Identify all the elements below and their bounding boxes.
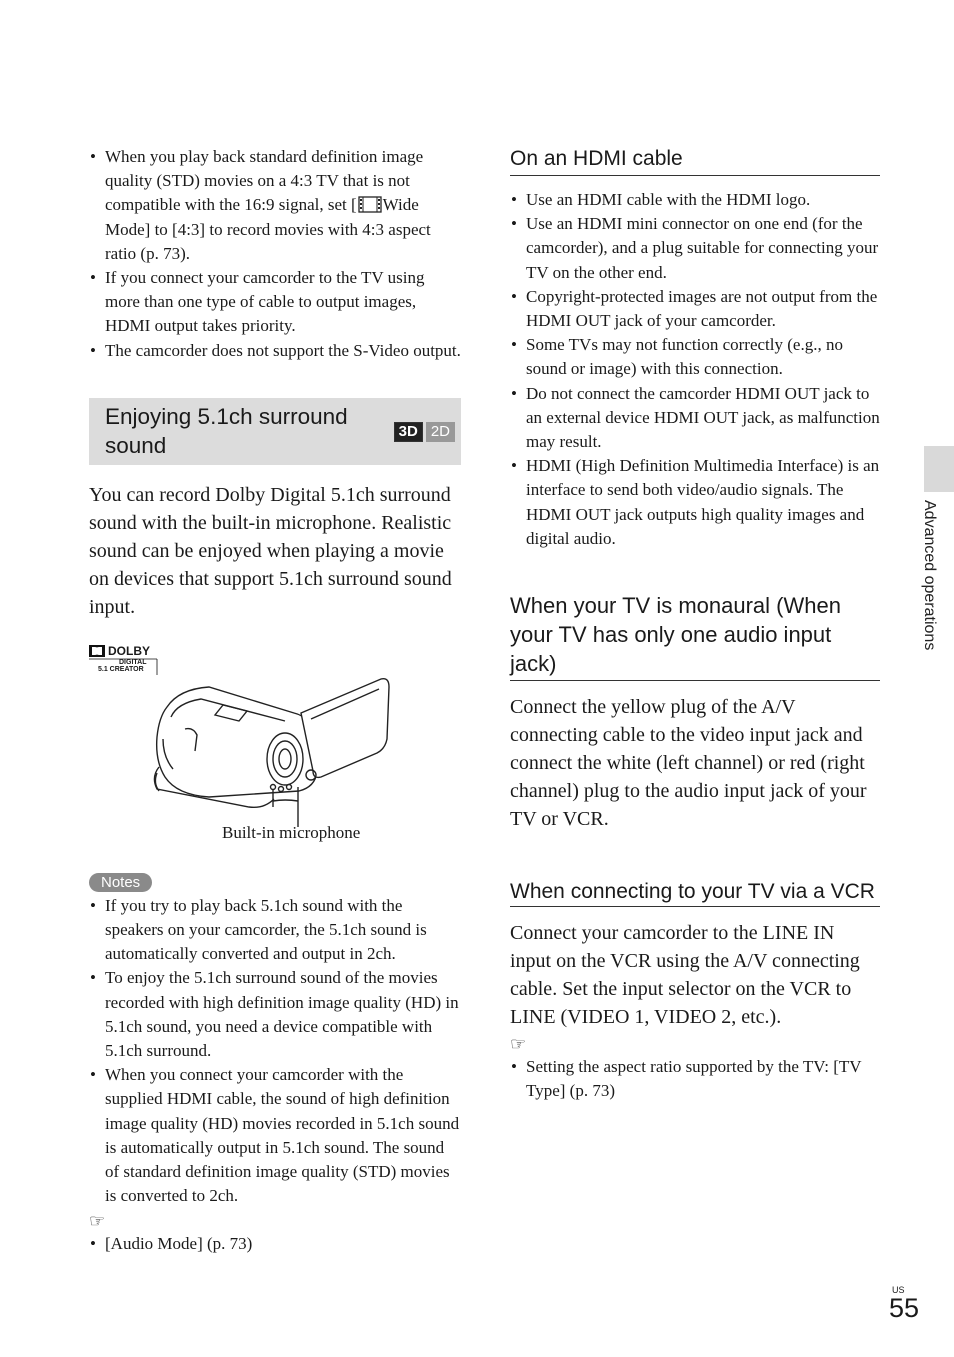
page-number: 55 [889,1293,920,1323]
illustration-caption: Built-in microphone [222,822,361,842]
list-item: • When you play back standard definition image quality (STD) movies on a 4:3 TV that is not compatible with the 16:9 signal, set [ Wide Mode] to [4:3] to record movies with 4:3 aspect ratio (p. 73). [89,145,461,266]
list-item: • If you try to play back 5.1ch sound with the speakers on your camcorder, the 5.1ch sound is automatically converted and output in 2ch. [89,894,461,967]
notes-badge: Notes [89,873,152,892]
list-item: • When you connect your camcorder with the supplied HDMI cable, the sound of high definition image quality (HD) movies recorded in 5.1ch sound is automatically output in 5.1ch sound. The sound of standard definition image quality (STD) movies is converted to 2ch. [89,1063,461,1208]
list-item: • Copyright-protected images are not output from the HDMI OUT jack of your camcorder. [510,285,880,333]
list-item: • Use an HDMI mini connector on one end (for the camcorder), and a plug suitable for connecting your TV on the other end. [510,212,880,285]
mode-badges [394,422,455,442]
list-item: • HDMI (High Definition Multimedia Interface) is an interface to send both video/audio signals. The HDMI OUT jack outputs high quality images and digital audio. [510,454,880,551]
reference-list [510,1055,880,1103]
notes-list [89,894,461,1209]
section-title: Enjoying 5.1ch surround sound [105,403,348,458]
list-item: • Some TVs may not function correctly (e.g., no sound or image) with this connection. [510,333,880,381]
badge-3d: 3D [394,422,423,442]
vcr-body: Connect your camcorder to the LINE IN input on the VCR using the A/V connecting cable. Set the input selector on the VCR to LINE (VIDEO 1, VIDEO 2, etc.). [510,922,860,1029]
list-item[interactable]: • Setting the aspect ratio supported by the TV: [TV Type] (p. 73) [510,1055,880,1103]
film-wide-icon [358,196,382,213]
reference-list [89,1232,461,1256]
list-item: • Use an HDMI cable with the HDMI logo. [510,188,880,212]
monaural-body: Connect the yellow plug of the A/V connecting cable to the video input jack and connect the white (left channel) or red (right channel) plug to the audio input jack of your TV or VCR. [510,696,867,831]
side-section-label: Advanced operations [921,500,938,651]
reference-icon: ☞ [89,1211,106,1232]
list-item: • If you connect your camcorder to the TV using more than one type of cable to output images, HDMI output takes priority. [89,266,461,339]
camcorder-icon [89,677,461,827]
badge-2d: 2D [426,422,455,442]
left-column [89,145,461,1257]
section-body: You can record Dolby Digital 5.1ch surround sound with the built-in microphone. Realistic sound can be enjoyed when playing a movie on devices that support 5.1ch surround sound input. [89,483,452,618]
dolby-creator-text: 5.1 CREATOR [98,665,144,673]
monaural-heading: When your TV is monaural (When your TV has only one audio input jack) [510,591,880,681]
right-column [510,145,880,1103]
hdmi-bullet-list [510,188,880,551]
dolby-digital-text: DIGITAL [119,658,147,666]
region-code: US [892,1285,905,1295]
list-item[interactable]: • [Audio Mode] (p. 73) [89,1232,461,1256]
camcorder-illustration [89,677,461,867]
list-item: • To enjoy the 5.1ch surround sound of the movies recorded with high definition image quality (HD) in 5.1ch sound, you need a device compatible with 5.1ch surround. [89,966,461,1063]
side-tab-marker [924,446,954,492]
vcr-heading: When connecting to your TV via a VCR [510,877,880,907]
intro-bullet-list [89,145,461,363]
section-header-box [89,398,461,465]
list-item: • The camcorder does not support the S-Video output. [89,339,461,363]
list-item: • Do not connect the camcorder HDMI OUT jack to an external device HDMI OUT jack, as malfunction may result. [510,382,880,455]
dolby-logo [89,643,461,677]
reference-icon: ☞ [510,1034,527,1055]
dolby-wordmark: DOLBY [108,643,150,658]
hdmi-heading: On an HDMI cable [510,145,880,176]
